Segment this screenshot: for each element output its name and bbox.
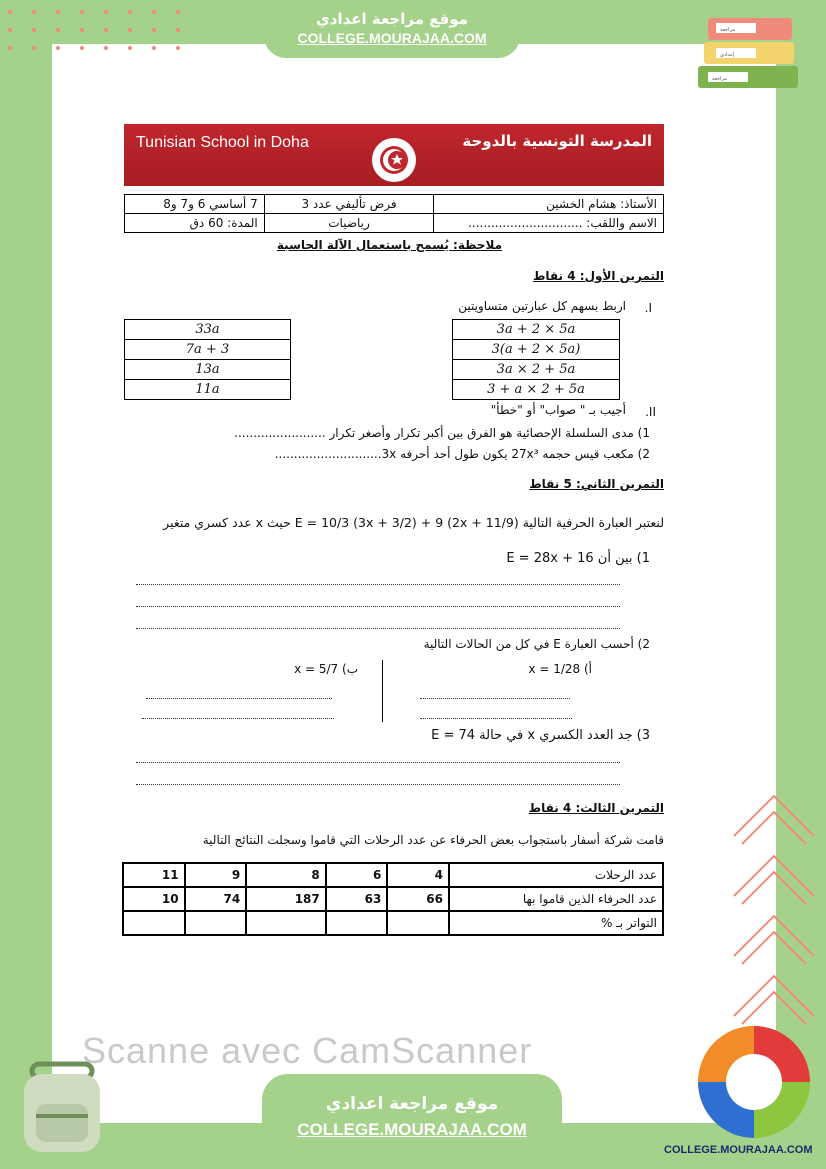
level-cell: 7 أساسي 6 و7 و8 — [125, 195, 265, 214]
duration-cell: المدة: 60 دق — [125, 214, 265, 233]
left-expr-4: 11a — [125, 380, 291, 400]
row-label-trips: عدد الرحلات — [449, 863, 663, 887]
answer-line — [420, 718, 572, 719]
education-wheel-icon — [694, 1022, 814, 1142]
left-expr-1: 33a — [125, 320, 291, 340]
row-label-clients: عدد الحرفاء الذين قاموا بها — [449, 887, 663, 911]
answer-line — [420, 698, 570, 699]
answer-line — [136, 628, 620, 629]
frame-left — [0, 0, 52, 1169]
answer-line — [146, 698, 332, 699]
ex3-intro: قامت شركة أسفار باستجواب بعض الحرفاء عن عدد الرحلات التي قاموا وسجلت النتائج التالية — [202, 833, 664, 847]
ex1-question-1: 1) مدى السلسلة الإحصائية هو الفرق بين أكبر تكرار وأصغر تكرار ........................ — [234, 426, 650, 440]
left-expr-3: 13a — [125, 360, 291, 380]
school-header — [124, 124, 664, 186]
site-name-ar-bottom: موقع مراجعة اعدادي — [325, 1094, 499, 1114]
frequency-cell — [123, 911, 185, 935]
clients-cell: 74 — [185, 887, 247, 911]
site-url-link-bottom[interactable]: COLLEGE.MOURAJAA.COM — [297, 1120, 527, 1139]
clients-cell: 187 — [246, 887, 326, 911]
cases-divider — [382, 660, 383, 722]
book-label-1: مراجعة — [720, 27, 736, 33]
ex2-question-3: 3) جد العدد الكسري x في حالة E = 74 — [431, 728, 650, 743]
backpack-icon — [16, 1054, 108, 1154]
answer-line — [136, 784, 620, 785]
tunisia-emblem-icon — [370, 136, 418, 184]
ex1-part2-instruction: أجيب بـ " صواب" أو "خطأ" — [490, 403, 626, 417]
exam-info-table — [124, 194, 664, 233]
trips-cell: 8 — [246, 863, 326, 887]
trips-statistics-table — [122, 862, 664, 936]
right-expr-3: 3a × 2 + 5a — [453, 360, 620, 380]
right-expr-4: 3 + a × 2 + 5a — [453, 380, 620, 400]
school-name-en: Tunisian School in Doha — [136, 134, 309, 151]
clients-cell: 66 — [387, 887, 449, 911]
ex1-question-2: 2) مكعب قيس حجمه 27x³ يكون طول أحد أحرفه 3x............................ — [274, 447, 650, 461]
answer-line — [142, 718, 334, 719]
ex2-question-1: 1) بين أن E = 28x + 16 — [506, 551, 650, 566]
ex1-part1-num: I. — [644, 301, 652, 315]
trips-cell: 6 — [326, 863, 388, 887]
ex1-left-expressions — [124, 319, 291, 400]
clients-cell: 10 — [123, 887, 185, 911]
camscanner-watermark: Scanne avec CamScanner — [82, 1030, 533, 1071]
frequency-cell — [326, 911, 388, 935]
right-expr-2: 3(a + 2 × 5a) — [453, 340, 620, 360]
exercise-3-title: التمرين الثالث: 4 نقاط — [528, 801, 664, 815]
book-label-2: إعدادي — [720, 52, 735, 58]
site-banner-top — [264, 4, 520, 58]
books-icon — [694, 12, 804, 94]
site-url-link[interactable]: COLLEGE.MOURAJAA.COM — [297, 30, 487, 46]
trips-cell: 9 — [185, 863, 247, 887]
trips-cell: 4 — [387, 863, 449, 887]
left-expr-2: 7a + 3 — [125, 340, 291, 360]
ex1-part1-instruction: اربط بسهم كل عبارتين متساويتين — [458, 299, 626, 313]
frequency-cell — [246, 911, 326, 935]
ex2-question-2: 2) أحسب العبارة E في كل من الحالات التالية — [423, 637, 650, 651]
ex2-expression-intro: لنعتبر العبارة الحرفية التالية E = 10/3 (3x + 3/2) + 9 (2x + 11/9) حيث x عدد كسري متغير — [163, 515, 664, 530]
right-expr-1: 3a + 2 × 5a — [453, 320, 620, 340]
teacher-cell: الأستاذ: هشام الخشين — [434, 195, 664, 214]
chevrons-decoration-icon — [728, 790, 820, 1030]
exercise-1-title: التمرين الأول: 4 نقاط — [532, 269, 664, 283]
school-name-ar: المدرسة التونسية بالدوحة — [462, 132, 652, 150]
table-row — [123, 863, 663, 887]
ex1-part2-num: II. — [645, 405, 656, 419]
site-url-tag[interactable]: COLLEGE.MOURAJAA.COM — [664, 1144, 813, 1156]
decorative-dots — [8, 6, 198, 46]
frequency-cell — [185, 911, 247, 935]
frequency-cell — [387, 911, 449, 935]
site-banner-bottom — [262, 1074, 562, 1169]
row-label-frequency: التواتر بـ % — [449, 911, 663, 935]
answer-line — [136, 606, 620, 607]
answer-line — [136, 762, 620, 763]
table-row — [123, 911, 663, 935]
table-row — [123, 887, 663, 911]
site-name-ar: موقع مراجعة اعدادي — [316, 10, 468, 28]
ex2-case-b: ب) x = 5/7 — [294, 662, 358, 676]
trips-cell: 11 — [123, 863, 185, 887]
test-cell: فرض تأليفي عدد 3 — [264, 195, 434, 214]
answer-line — [136, 584, 620, 585]
clients-cell: 63 — [326, 887, 388, 911]
ex2-case-a: أ) x = 1/28 — [528, 662, 592, 676]
subject-cell: رياضيات — [264, 214, 434, 233]
book-label-3: مراجعة — [712, 76, 728, 82]
exercise-2-title: التمرين الثاني: 5 نقاط — [529, 477, 664, 491]
ex1-right-expressions — [452, 319, 620, 400]
calculator-note: ملاحظة: يُسمح باستعمال الآلة الحاسبة — [276, 238, 502, 252]
student-name-cell: الاسم واللقب: .............................. — [434, 214, 664, 233]
